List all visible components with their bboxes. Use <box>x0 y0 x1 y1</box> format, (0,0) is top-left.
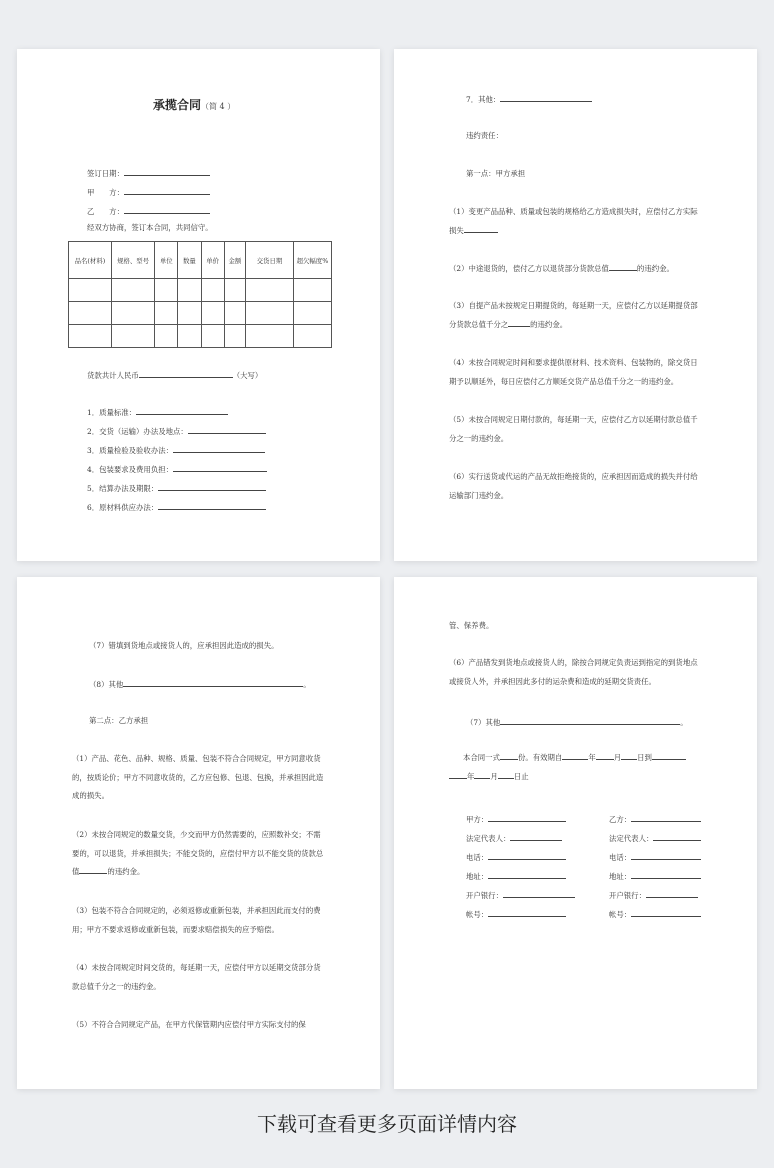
table-row <box>69 279 332 302</box>
liability-paragraph: （6）实行送货或代运的产品无故拒绝接货的，应承担因而造成的损失并付给运输部门违约金。 <box>449 472 698 500</box>
clause-item: 1．质量标准： <box>87 406 228 417</box>
first-point-heading: 第一点：甲方承担 <box>466 169 526 178</box>
party-a-signature: 电话： <box>466 851 566 862</box>
contract-page-2 <box>394 49 757 561</box>
contract-page-1 <box>17 49 380 561</box>
table-header: 单位 <box>155 242 178 279</box>
table-row <box>69 325 332 348</box>
table-header: 规格、型号 <box>111 242 154 279</box>
party-b-field: 乙 方： <box>87 205 210 216</box>
liability-heading: 违约责任： <box>466 131 503 140</box>
contract-page-4 <box>394 577 757 1089</box>
party-b-signature: 法定代表人： <box>609 832 701 843</box>
table-header: 单价 <box>201 242 224 279</box>
liability-paragraph: （3）包装不符合合同规定的，必须返修或重新包装，并承担因此而支付的费用；甲方不要求返修或重新包装，而要求赔偿损失的应予赔偿。 <box>72 906 321 934</box>
table-header: 金额 <box>224 242 245 279</box>
second-point-heading: 第二点：乙方承担 <box>89 716 149 725</box>
party-a-field: 甲 方： <box>87 186 210 197</box>
intro-text: 经双方协商，签订本合同，共同信守。 <box>87 223 213 232</box>
liability-paragraph: （2）中途退货的，偿付乙方以退货部分货款总值 的违约金。 <box>449 264 674 273</box>
liability-paragraph: （2）未按合同规定的数量交货，少交而甲方仍然需要的，应照数补交；不需要的，可以退货，并承担损失；不能交货的，应偿付甲方以不能交货的货款总值 的违约金。 <box>72 830 324 876</box>
liability-paragraph: （5）不符合合同规定产品，在甲方代保管期内应偿付甲方实际支付的保 <box>72 1020 306 1029</box>
table-header: 超欠幅度% <box>293 242 331 279</box>
clause-item: 5．结算办法及期限： <box>87 482 266 493</box>
party-b-signature: 开户银行： <box>609 889 698 900</box>
clause-item: 4．包装要求及费用负担： <box>87 463 267 474</box>
liability-paragraph: （1）变更产品品种、质量或包装的规格给乙方造成损失时，应偿付乙方实际损失 <box>449 207 698 235</box>
clause-item: 2．交货（运输）办法及地点： <box>87 425 266 436</box>
table-header: 品名(材料) <box>69 242 112 279</box>
clause-item: 6．原材料供应办法： <box>87 501 266 512</box>
liability-paragraph: （1）产品、花色、品种、规格、质量、包装不符合合同规定，甲方同意收货的，按质论价；甲方不同意收货的，乙方应包修、包退、包换，并承担因此造成的损失。 <box>72 754 324 800</box>
party-a-signature: 开户银行： <box>466 889 575 900</box>
table-header: 数量 <box>178 242 201 279</box>
continued-text: 管、保养费。 <box>449 621 494 630</box>
party-b-signature: 电话： <box>609 851 701 862</box>
party-a-signature: 地址： <box>466 870 566 881</box>
other-clause: （8）其他 。 <box>89 680 311 689</box>
party-b-signature: 地址： <box>609 870 701 881</box>
liability-paragraph: （3）自提产品未按规定日期提货的，每延期一天，应偿付乙方以延期提货部分货款总值千分之 的违约金。 <box>449 301 698 329</box>
clause-item: 3．质量检验及验收办法： <box>87 444 265 455</box>
table-row <box>69 302 332 325</box>
table-header: 交货日期 <box>246 242 294 279</box>
liability-paragraph: （6）产品错发到货地点或接货人的，除按合同规定负责运到指定的到货地点或接货人外，并承担因此多付的运杂费和造成的延期交货责任。 <box>449 658 698 686</box>
liability-paragraph: （7）错填到货地点或接货人的，应承担因此造成的损失。 <box>89 641 279 650</box>
liability-paragraph: （4）未按合同规定时间交货的，每延期一天，应偿付甲方以延期交货部分货款总值千分之一的违约金。 <box>72 963 321 991</box>
other-clause: （7）其他 。 <box>466 718 688 727</box>
liability-paragraph: （4）未按合同规定时间和要求提供原材料、技术资料、包装物的，除交货日期予以顺延外，每日应偿付乙方顺延交货产品总值千分之一的违约金。 <box>449 358 698 386</box>
party-b-signature: 帐号： <box>609 908 701 919</box>
total-field: 货款共计人民币 （大写） <box>87 371 263 380</box>
party-a-signature: 甲方： <box>466 813 566 824</box>
sign-date-field: 签订日期： <box>87 167 210 178</box>
liability-paragraph: （5）未按合同规定日期付款的，每延期一天，应偿付乙方以延期付款总值千分之一的违约金。 <box>449 415 698 443</box>
validity-clause: 本合同一式 份。有效期自 年 月 日到年 月 日止 <box>449 749 701 786</box>
party-a-signature: 帐号： <box>466 908 566 919</box>
goods-table <box>68 241 332 348</box>
party-b-signature: 乙方： <box>609 813 701 824</box>
download-hint-text: 下载可查看更多页面详情内容 <box>257 1112 517 1136</box>
party-a-signature: 法定代表人： <box>466 832 562 843</box>
contract-title: 承揽合同（简 4 ） <box>153 98 236 112</box>
contract-page-3 <box>17 577 380 1089</box>
other-clause: 7．其他： <box>466 93 592 104</box>
